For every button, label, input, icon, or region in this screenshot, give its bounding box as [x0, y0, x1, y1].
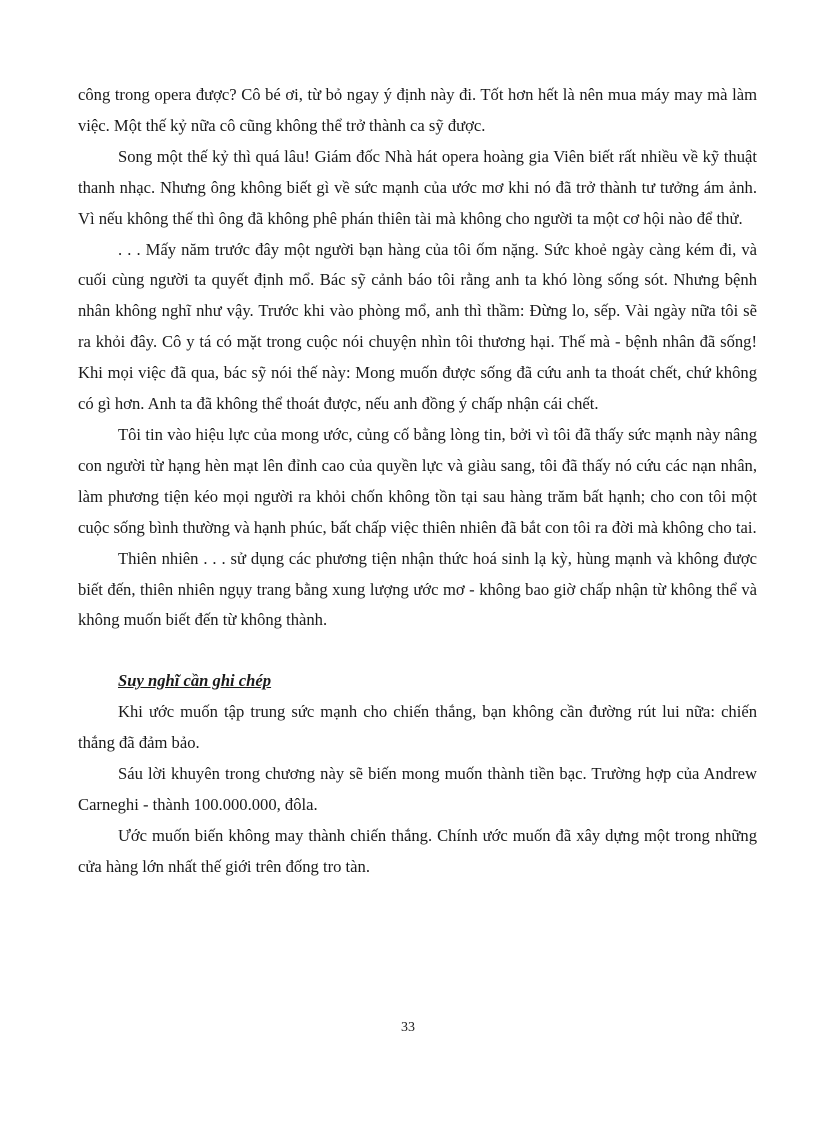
paragraph: Khi ước muốn tập trung sức mạnh cho chiến thắng, bạn không cần đường rút lui nữa: chiến thắng đã đảm bảo.: [78, 702, 757, 753]
paragraph: Sáu lời khuyên trong chương này sẽ biến mong muốn thành tiền bạc. Trường hợp của Andrew Carneghi - thành 100.000.000, đôla.: [78, 764, 757, 814]
page-number: 33: [401, 1020, 415, 1035]
paragraph: Song một thế kỷ thì quá lâu! Giám đốc Nhà hát opera hoàng gia Viên biết rất nhiều về kỹ thuật thanh nhạc. Nhưng ông không biết gì về sức mạnh của ước mơ khi nó đã trở thành tư tưởng ám ảnh. Vì nếu không thế thì ông đã không phê phán thiên tài mà không cho người ta một cơ hội nào để thử.: [78, 146, 757, 228]
section-heading: Suy nghĩ cần ghi chép: [118, 671, 272, 691]
section-spacer: [78, 636, 757, 666]
body-text: [78, 80, 757, 883]
paragraph: Thiên nhiên . . . sử dụng các phương tiện nhận thức hoá sinh lạ kỳ, hùng mạnh và không được biết đến, thiên nhiên ngụy trang bằng xung lượng ước mơ - không bao giờ chấp nhận từ không thể và không muốn biết đến từ không thành.: [78, 548, 757, 630]
paragraph-continuation: công trong opera được? Cô bé ơi, từ bỏ ngay ý định này đi. Tốt hơn hết là nên mua máy may mà làm việc. Một thế kỷ nữa cô cũng không thể trở thành ca sỹ được.: [78, 85, 757, 135]
paragraph: . . . Mấy năm trước đây một người bạn hàng của tôi ốm nặng. Sức khoẻ ngày càng kém đi, và cuối cùng người ta quyết định mổ. Bác sỹ cảnh báo tôi rằng anh ta khó lòng sống sót. Nhưng bệnh nhân không nghĩ như vậy. Trước khi vào phòng mổ, anh thì thầm: Đừng lo, sếp. Vài ngày nữa tôi sẽ ra khỏi đây. Cô y tá có mặt trong cuộc nói chuyện nhìn tôi thương hại. Thế mà - bệnh nhân đã sống! Khi mọi việc đã qua, bác sỹ nói thế này: Mong muốn được sống đã cứu anh ta thoát chết, chứ không có gì hơn. Anh ta đã không thể thoát được, nếu anh đồng ý chấp nhận cái chết.: [78, 239, 757, 414]
paragraph: Ước muốn biến không may thành chiến thắng. Chính ước muốn đã xây dựng một trong những cửa hàng lớn nhất thế giới trên đống tro tàn.: [78, 825, 757, 876]
paragraph: Tôi tin vào hiệu lực của mong ước, củng cố bằng lòng tin, bởi vì tôi đã thấy sức mạnh này nâng con người từ hạng hèn mạt lên đỉnh cao của quyền lực và giàu sang, tôi đã thấy nó cứu các nạn nhân, làm phương tiện kéo mọi người ra khỏi chốn không tồn tại sau hàng trăm bất hạnh; cho con tôi một cuộc sống bình thường và hạnh phúc, bất chấp việc thiên nhiên đã bắt con tôi ra đời mà không cho tai.: [78, 424, 757, 537]
